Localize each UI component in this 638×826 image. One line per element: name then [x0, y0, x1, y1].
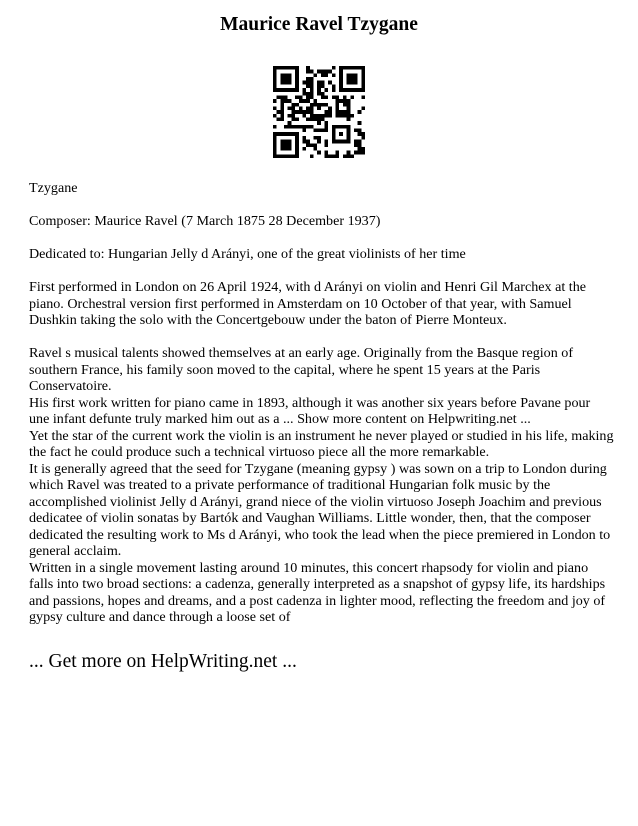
- qr-module: [325, 88, 329, 92]
- qr-module: [299, 110, 303, 114]
- qr-module: [302, 110, 306, 114]
- qr-module: [343, 99, 347, 103]
- qr-module: [347, 154, 351, 158]
- qr-module: [328, 114, 332, 118]
- qr-module: [325, 110, 329, 114]
- qr-module: [339, 110, 343, 114]
- qr-module: [325, 121, 329, 125]
- qr-module: [306, 81, 310, 85]
- qr-module: [336, 151, 340, 155]
- qr-module: [343, 154, 347, 158]
- qr-module: [295, 125, 299, 129]
- qr-module: [306, 143, 310, 147]
- qr-module: [325, 73, 329, 77]
- qr-module: [306, 92, 310, 96]
- qr-module: [313, 103, 317, 107]
- qr-module: [302, 92, 306, 96]
- qr-module: [354, 143, 358, 147]
- qr-module: [310, 95, 314, 99]
- qr-module: [306, 84, 310, 88]
- qr-module: [347, 151, 351, 155]
- qr-module: [310, 110, 314, 114]
- qr-module: [332, 73, 336, 77]
- qr-module: [306, 118, 310, 122]
- qr-module: [310, 103, 314, 107]
- paragraph-structure: Written in a single movement lasting around 10 minutes, this concert rhapsody for violin and piano falls into two broad sections: a cadenza, generally interpreted as a snapshot of gypsy life, its hardships and passions, hopes and dreams, and a post cadenza in lighter mood, reflecting the freedom and joy of gypsy culture and dance through a loose set of: [29, 559, 606, 625]
- qr-module: [313, 99, 317, 103]
- qr-module: [299, 125, 303, 129]
- qr-module: [317, 103, 321, 107]
- qr-module: [317, 81, 321, 85]
- qr-module: [313, 147, 317, 151]
- qr-module: [299, 99, 303, 103]
- qr-module: [273, 114, 277, 118]
- qr-module: [339, 114, 343, 118]
- qr-module: [336, 114, 340, 118]
- qr-module: [321, 84, 325, 88]
- qr-module: [291, 118, 295, 122]
- qr-module: [325, 151, 329, 155]
- qr-module: [313, 136, 317, 140]
- qr-module: [350, 114, 354, 118]
- qr-module: [358, 129, 362, 133]
- qr-module: [361, 151, 365, 155]
- paragraph-dedication: Dedicated to: Hungarian Jelly d Arányi, one of the great violinists of her time: [29, 246, 466, 262]
- qr-module: [343, 110, 347, 114]
- qr-module: [321, 95, 325, 99]
- qr-module: [347, 106, 351, 110]
- qr-module: [325, 114, 329, 118]
- qr-module: [313, 129, 317, 133]
- qr-module: [325, 143, 329, 147]
- qr-module: [310, 114, 314, 118]
- qr-module: [277, 118, 281, 122]
- qr-module: [288, 106, 292, 110]
- qr-module: [358, 110, 362, 114]
- qr-module: [321, 118, 325, 122]
- qr-module: [321, 129, 325, 133]
- qr-module: [321, 103, 325, 107]
- qr-module: [332, 84, 336, 88]
- qr-module: [361, 136, 365, 140]
- qr-module: [325, 140, 329, 144]
- qr-module: [313, 143, 317, 147]
- qr-module: [310, 77, 314, 81]
- qr-module: [280, 103, 284, 107]
- qr-module: [295, 103, 299, 107]
- qr-module: [310, 92, 314, 96]
- qr-module: [358, 147, 362, 151]
- qr-module: [273, 125, 277, 129]
- qr-module: [343, 114, 347, 118]
- qr-module: [306, 99, 310, 103]
- qr-module: [317, 121, 321, 125]
- qr-module: [302, 147, 306, 151]
- qr-module: [332, 95, 336, 99]
- qr-module: [317, 84, 321, 88]
- qr-module: [317, 70, 321, 74]
- qr-module: [313, 73, 317, 77]
- qr-module: [336, 99, 340, 103]
- qr-module: [299, 106, 303, 110]
- qr-module: [354, 129, 358, 133]
- qr-module: [313, 118, 317, 122]
- qr-module: [317, 106, 321, 110]
- qr-module: [317, 114, 321, 118]
- qr-module: [332, 88, 336, 92]
- qr-module: [313, 114, 317, 118]
- qr-module: [273, 99, 277, 103]
- qr-module: [310, 118, 314, 122]
- qr-module: [328, 154, 332, 158]
- qr-module: [321, 70, 325, 74]
- qr-module: [328, 70, 332, 74]
- qr-module: [302, 140, 306, 144]
- qr-module: [354, 140, 358, 144]
- qr-module: [299, 95, 303, 99]
- qr-module: [336, 110, 340, 114]
- qr-module: [306, 66, 310, 70]
- qr-module: [291, 103, 295, 107]
- qr-module: [321, 73, 325, 77]
- qr-module: [358, 121, 362, 125]
- qr-module: [317, 129, 321, 133]
- qr-module: [288, 99, 292, 103]
- qr-module: [295, 118, 299, 122]
- qr-module: [350, 154, 354, 158]
- qr-module: [347, 114, 351, 118]
- qr-module: [317, 140, 321, 144]
- qr-module: [361, 132, 365, 136]
- paragraph-origin: It is generally agreed that the seed for Tzygane (meaning gypsy ) was sown on a trip to London during which Ravel was treated to a private performance of traditional Hungarian folk music by the accomplished violinist Jelly d Arányi, grand niece of the violin virtuoso Joseph Joachim and previous dedicatee of violin sonatas by Bartók and Vaughan Williams. Little wonder, then, that the composer dedicated the resulting work to Ms d Arányi, who took the lead when the piece premiered in London to general acclaim.: [29, 460, 611, 559]
- qr-module: [306, 70, 310, 74]
- paragraph-premiere: First performed in London on 26 April 1924, with d Arányi on violin and Henri Gil Marchex at the piano. Orchestral version first performed in Amsterdam on 10 October of that year, with Samuel Dushkin taking the solo with the Concertgebouw under the baton of Pierre Monteux.: [29, 279, 587, 328]
- qr-module: [310, 143, 314, 147]
- qr-module: [347, 103, 351, 107]
- qr-module: [302, 125, 306, 129]
- qr-module: [350, 95, 354, 99]
- qr-module: [302, 114, 306, 118]
- qr-module: [295, 110, 299, 114]
- qr-module: [302, 129, 306, 133]
- qr-module: [280, 110, 284, 114]
- qr-module: [361, 95, 365, 99]
- paragraph-heading: Tzygane: [29, 180, 78, 196]
- qr-module: [336, 95, 340, 99]
- qr-module: [284, 95, 288, 99]
- qr-module: [306, 140, 310, 144]
- qr-module: [284, 125, 288, 129]
- qr-module: [339, 99, 343, 103]
- qr-module: [321, 114, 325, 118]
- qr-module: [336, 106, 340, 110]
- qr-module: [306, 95, 310, 99]
- qr-module: [280, 106, 284, 110]
- qr-module: [317, 136, 321, 140]
- qr-module: [317, 88, 321, 92]
- qr-module: [310, 81, 314, 85]
- qr-module: [354, 151, 358, 155]
- qr-module: [310, 125, 314, 129]
- qr-module: [317, 151, 321, 155]
- qr-module: [310, 106, 314, 110]
- qr-module: [325, 95, 329, 99]
- qr-module: [347, 118, 351, 122]
- qr-module: [317, 92, 321, 96]
- qr-module: [288, 114, 292, 118]
- qr-module: [310, 84, 314, 88]
- qr-module: [280, 114, 284, 118]
- qr-module: [358, 143, 362, 147]
- document-body: [29, 180, 614, 626]
- qr-module: [332, 154, 336, 158]
- qr-module: [343, 103, 347, 107]
- qr-module: [325, 70, 329, 74]
- qr-module: [310, 70, 314, 74]
- qr-code-icon: [273, 66, 365, 158]
- qr-module: [347, 99, 351, 103]
- qr-module: [306, 77, 310, 81]
- qr-module: [306, 110, 310, 114]
- qr-module: [325, 125, 329, 129]
- qr-module: [288, 125, 292, 129]
- qr-module: [273, 106, 277, 110]
- qr-module: [291, 106, 295, 110]
- qr-module: [302, 99, 306, 103]
- more-link[interactable]: ... Get more on HelpWriting.net ...: [29, 651, 297, 672]
- qr-module: [358, 132, 362, 136]
- qr-module: [306, 106, 310, 110]
- paragraph-violin: Yet the star of the current work the violin is an instrument he never played or studied in his life, making the fact he could produce such a technical virtuoso piece all the more remarkable.: [29, 427, 614, 460]
- qr-module: [358, 151, 362, 155]
- qr-module: [310, 154, 314, 158]
- qr-module: [280, 99, 284, 103]
- qr-module: [288, 121, 292, 125]
- qr-module: [358, 140, 362, 144]
- qr-module: [302, 88, 306, 92]
- paragraph-first-work: His first work written for piano came in 1893, although it was another six years before Pavane pour une infant defunte truly marked him out as a ... Show more content on Helpwriting.net ...: [29, 394, 591, 427]
- qr-module: [325, 154, 329, 158]
- qr-module: [280, 95, 284, 99]
- qr-module: [336, 103, 340, 107]
- qr-module: [291, 125, 295, 129]
- qr-module: [302, 136, 306, 140]
- qr-module: [347, 110, 351, 114]
- qr-module: [302, 81, 306, 85]
- qr-module: [361, 106, 365, 110]
- qr-module: [332, 66, 336, 70]
- qr-module: [284, 99, 288, 103]
- paragraph-composer: Composer: Maurice Ravel (7 March 1875 28 December 1937): [29, 213, 381, 229]
- qr-module: [328, 106, 332, 110]
- qr-module: [321, 81, 325, 85]
- qr-module: [361, 147, 365, 151]
- qr-module: [306, 125, 310, 129]
- qr-module: [325, 129, 329, 133]
- qr-module: [321, 92, 325, 96]
- qr-module: [291, 114, 295, 118]
- paragraph-early-talent: Ravel s musical talents showed themselves at an early age. Originally from the Basque region of southern France, his family soon moved to the capital, where he spent 15 years at the Paris Conservatoire.: [29, 345, 574, 394]
- qr-module: [291, 110, 295, 114]
- qr-module: [328, 81, 332, 85]
- qr-module: [343, 95, 347, 99]
- qr-module: [325, 103, 329, 107]
- qr-module: [328, 110, 332, 114]
- qr-module: [310, 88, 314, 92]
- qr-module: [280, 118, 284, 122]
- qr-module: [317, 118, 321, 122]
- qr-module: [277, 95, 281, 99]
- qr-module: [336, 154, 340, 158]
- qr-module: [295, 95, 299, 99]
- qr-module: [277, 110, 281, 114]
- page-title: Maurice Ravel Tzygane: [220, 14, 418, 35]
